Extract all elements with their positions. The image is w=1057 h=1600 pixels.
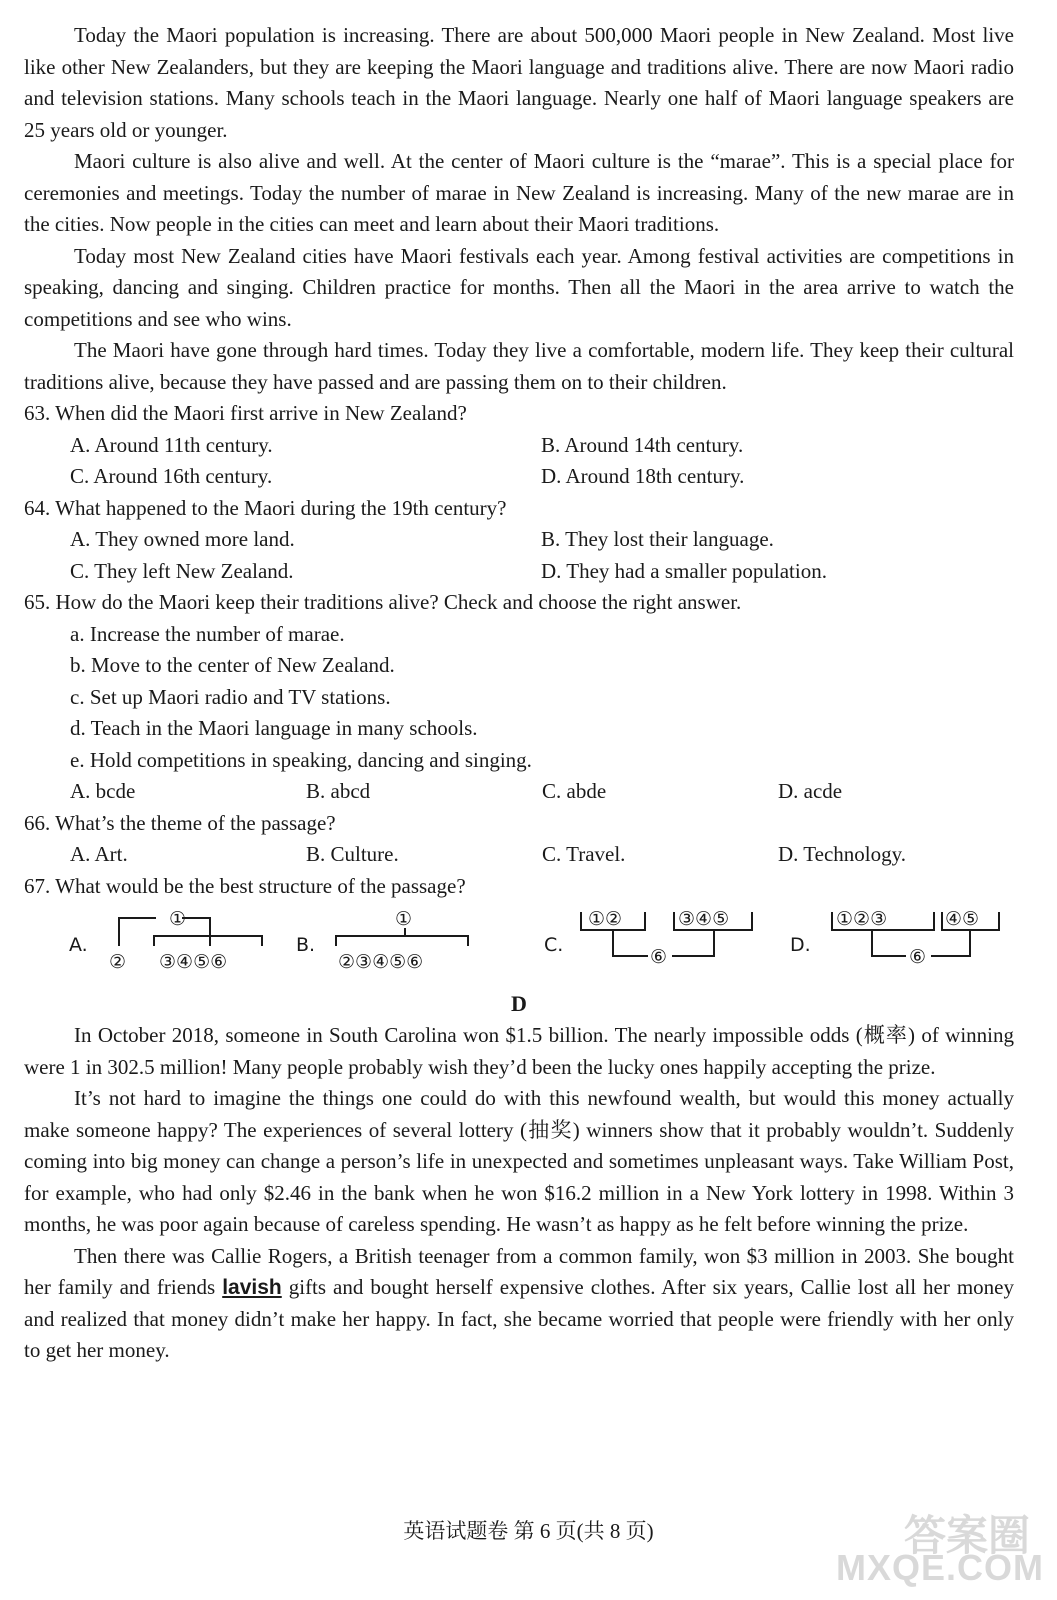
paragraph: It’s not hard to imagine the things one could do with this newfound wealth, but would this money actually make someone happy? The experiences of several lottery (抽奖) winners show that it probably wouldn’t. Suddenly coming into big money can change a person’s life in unexpected and sometimes unpleasant ways. Take William Post, for example, who had only $2.46 in the bank when he won $16.2 million in a New York lottery in 1998. Within 3 months, he was poor again because of careless spending. He wasn’t as happy as he felt before winning the prize.	[24, 1086, 1014, 1236]
text-run: Then there was Callie Rogers, a British teenager from a common family, won $3 million in 2003. She bought her family and friends	[24, 1243, 1014, 1299]
option-b: B. Around 14th century.	[541, 432, 744, 457]
choice-item: b. Move to the center of New Zealand.	[70, 653, 395, 677]
question-stem: 64. What happened to the Maori during the 19th century?	[24, 495, 507, 520]
question-stem: 63. When did the Maori first arrive in New Zealand?	[24, 401, 467, 425]
choice-item: a. Increase the number of marae.	[70, 621, 345, 646]
passage-d	[24, 1020, 1014, 1367]
option-a-label: A.	[69, 934, 88, 956]
watermark	[800, 1503, 1050, 1595]
question-64	[24, 493, 1014, 588]
node-12: ①②	[588, 908, 623, 930]
text-run: gifts and bought herself expensive clothes. After six years, Callie lost all her money and realized that money didn’t make her happy. In fact, she became worried that people were friendly with her only to get her money.	[24, 1275, 1014, 1362]
option-c: C. Around 16th century.	[70, 464, 273, 488]
section-title: D	[511, 991, 527, 1016]
question-66	[24, 808, 1014, 871]
watermark-logo: 答案圈	[903, 1511, 1030, 1560]
option-a: A. Around 11th century.	[70, 432, 273, 457]
option-d: D. acde	[778, 779, 843, 803]
structure-diagrams-svg	[24, 902, 1014, 986]
exam-page	[24, 20, 1014, 1367]
option-b: B. abcd	[306, 779, 371, 803]
watermark-text: MXQE.COM	[835, 1547, 1044, 1588]
option-a: A. bcde	[70, 779, 136, 803]
question-63	[24, 398, 1014, 493]
node-45: ④⑤	[945, 908, 980, 930]
choice-item: e. Hold competitions in speaking, dancing and singing.	[70, 747, 532, 772]
paragraph: The Maori have gone through hard times. Today they live a comfortable, modern life. They keep their cultural traditions alive, because they have passed and are passing them on to their children.	[24, 338, 1014, 394]
node-345: ③④⑤	[678, 908, 730, 930]
paragraph	[24, 1241, 1014, 1367]
choice-item: d. Teach in the Maori language in many schools.	[70, 716, 478, 740]
option-d: D. They had a smaller population.	[541, 558, 827, 583]
structure-diagrams	[24, 902, 1014, 986]
option-d: D. Technology.	[778, 842, 907, 866]
option-a: A. Art.	[70, 842, 128, 866]
option-c: C. They left New Zealand.	[70, 558, 294, 583]
question-stem: 65. How do the Maori keep their traditions alive? Check and choose the right answer.	[24, 590, 742, 614]
option-c-label: C.	[544, 934, 564, 956]
node-3456: ③④⑤⑥	[159, 951, 228, 973]
option-b-label: B.	[296, 934, 316, 956]
question-67	[24, 871, 1014, 987]
paragraph: In October 2018, someone in South Carolina won $1.5 billion. The nearly impossible odds (概率) of winning were 1 in 302.5 million! Many people probably wish they’d been the lucky ones happily accepting the prize.	[24, 1023, 1014, 1079]
option-b: B. They lost their language.	[541, 527, 774, 551]
node-6: ⑥	[650, 946, 668, 968]
node-1: ①	[169, 908, 187, 930]
question-stem: 67. What would be the best structure of the passage?	[24, 873, 466, 898]
question-stem: 66. What’s the theme of the passage?	[24, 810, 336, 835]
choice-item: c. Set up Maori radio and TV stations.	[70, 684, 391, 709]
question-65	[24, 587, 1014, 808]
paragraph: Maori culture is also alive and well. At the center of Maori culture is the “marae”. This is a special place for ceremonies and meetings. Today the number of marae in New Zealand is increasing. Many of the new marae are in the cities. Now people in the cities can meet and learn about their Maori traditions.	[24, 149, 1014, 236]
vocab-highlight: lavish	[222, 1276, 282, 1299]
node-123: ①②③	[836, 908, 888, 930]
option-a: A. They owned more land.	[70, 527, 295, 551]
node-23456: ②③④⑤⑥	[338, 951, 424, 973]
option-d: D. Around 18th century.	[541, 464, 745, 488]
option-c: C. abde	[542, 779, 607, 803]
node-6: ⑥	[909, 946, 927, 968]
node-1: ①	[395, 908, 413, 930]
paragraph: Today most New Zealand cities have Maori festivals each year. Among festival activities are competitions in speaking, dancing and singing. Children practice for months. Then all the Maori in the area arrive to watch the competitions and see who wins.	[24, 243, 1014, 331]
passage-c-tail	[24, 20, 1014, 398]
page-footer: 英语试题卷 第 6 页(共 8 页)	[403, 1519, 654, 1543]
option-c: C. Travel.	[542, 842, 626, 866]
option-b: B. Culture.	[306, 842, 399, 866]
paragraph: Today the Maori population is increasing. There are about 500,000 Maori people in New Zealand. Most live like other New Zealanders, but they are keeping the Maori language and traditions alive. There are now Maori radio and television stations. Many schools teach in the Maori language. Nearly one half of Maori language speakers are 25 years old or younger.	[24, 23, 1014, 142]
node-2: ②	[109, 951, 127, 973]
option-d-label: D.	[790, 934, 811, 956]
